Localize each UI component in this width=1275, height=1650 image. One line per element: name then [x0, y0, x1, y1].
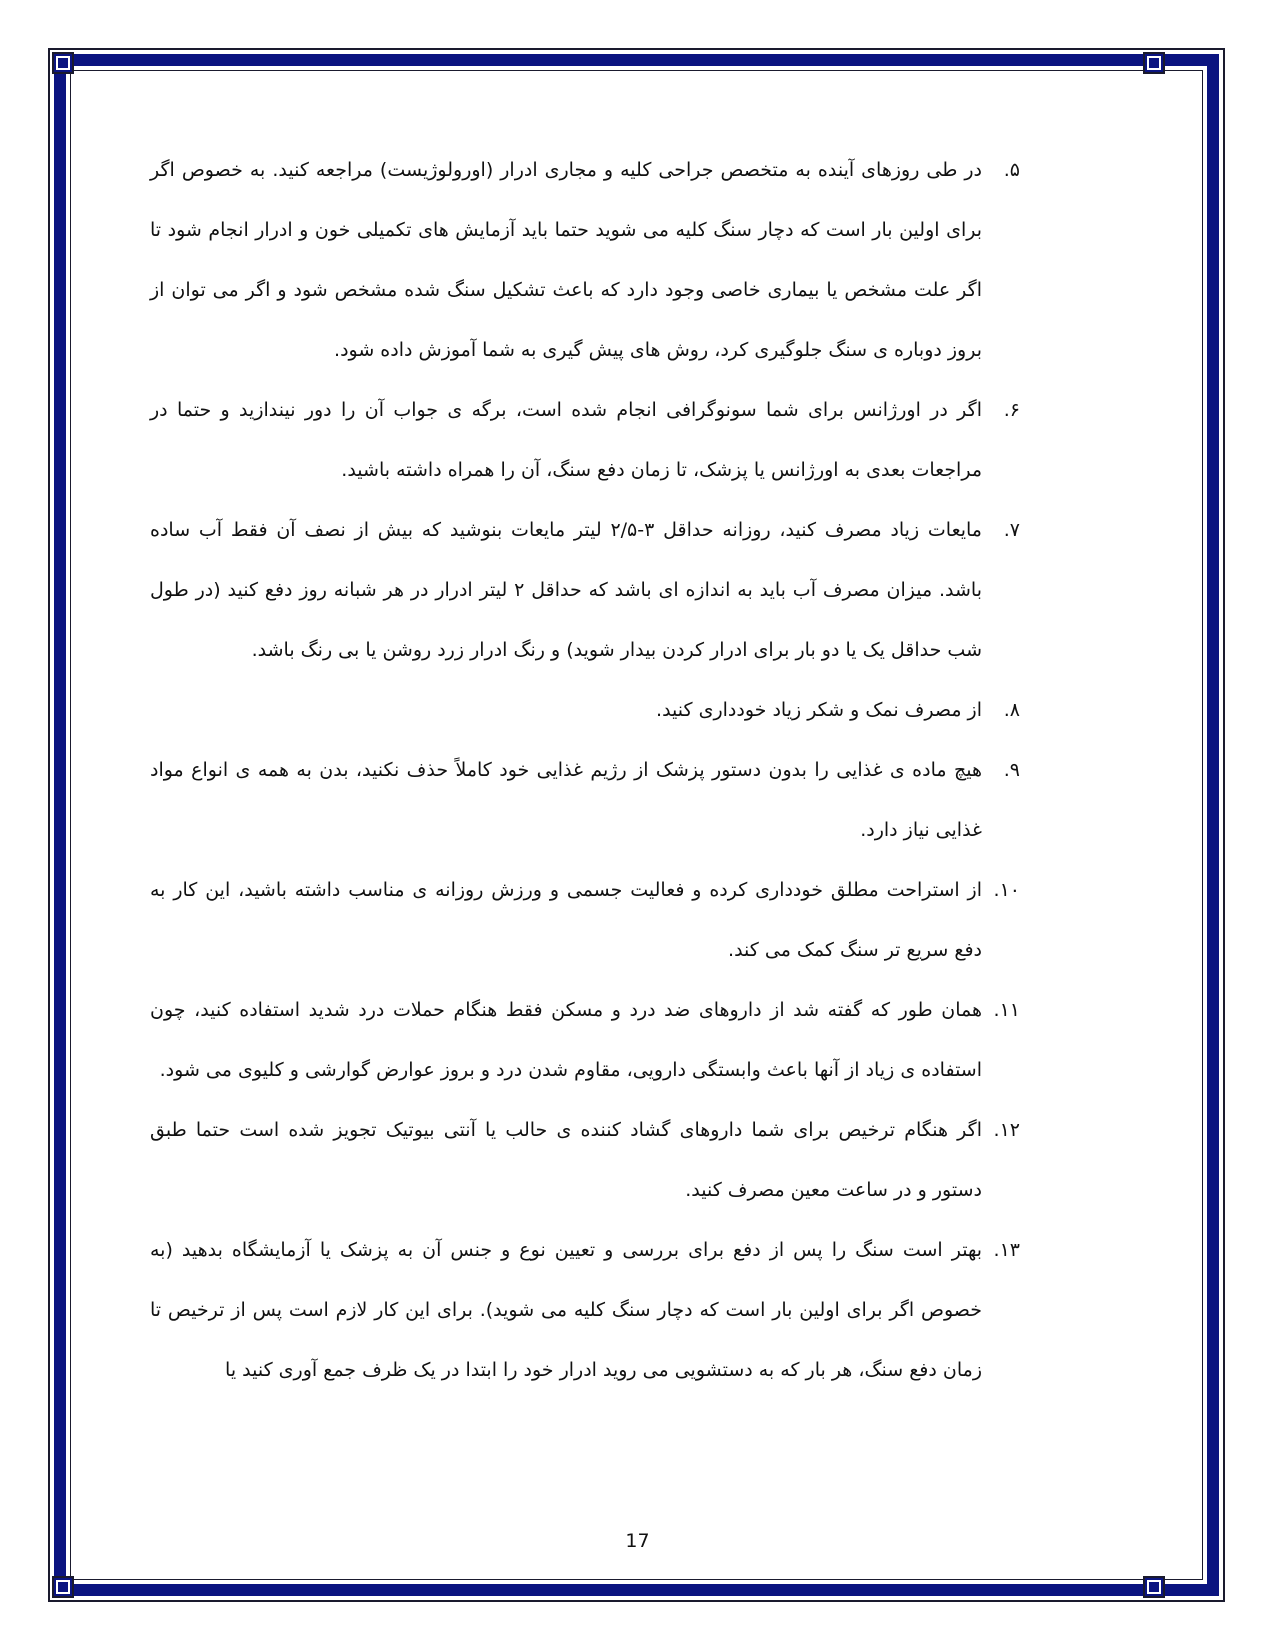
list-item-number: ۱۰. [993, 879, 1020, 901]
list-item [150, 380, 1020, 500]
list-item [150, 980, 1020, 1100]
list-item-text: از استراحت مطلق خودداری کرده و فعالیت جسمی و ورزش روزانه ی مناسب داشته باشید، این کار به دفع سریع تر سنگ کمک می کند. [150, 879, 982, 961]
list-item-number: ۱۲. [993, 1119, 1020, 1141]
corner-ornament-bottom-right [1141, 1574, 1167, 1600]
document-body [150, 140, 1020, 1400]
list-item [150, 1220, 1020, 1400]
list-item-text: اگر در اورژانس برای شما سونوگرافی انجام شده است، برگه ی جواب آن را دور نیندازید و حتما در مراجعات بعدی به اورژانس یا پزشک، تا زمان دفع سنگ، آن را همراه داشته باشید. [150, 399, 982, 481]
list-item-text: مایعات زیاد مصرف کنید، روزانه حداقل ۳-۲/۵ لیتر مایعات بنوشید که بیش از نصف آن فقط آب ساده باشد. میزان مصرف آب باید به اندازه ای باشد که حداقل ۲ لیتر ادرار در هر شبانه روز دفع کنید (در طول شب حداقل یک یا دو بار برای ادرار کردن بیدار شوید) و رنگ ادرار زرد روشن یا بی رنگ باشد. [150, 519, 982, 661]
list-item-number: ۱۱. [993, 999, 1020, 1021]
list-item-number: ۶. [1003, 399, 1020, 421]
corner-ornament-top-right [1141, 50, 1167, 76]
corner-ornament-bottom-left [50, 1574, 76, 1600]
list-item [150, 680, 1020, 740]
list-item [150, 740, 1020, 860]
list-item-number: ۷. [1003, 519, 1020, 541]
list-item-number: ۹. [1003, 759, 1020, 781]
list-item-text: اگر هنگام ترخیص برای شما داروهای گشاد کننده ی حالب یا آنتی بیوتیک تجویز شده است حتما طبق دستور و در ساعت معین مصرف کنید. [150, 1119, 982, 1201]
list-item-text: همان طور که گفته شد از داروهای ضد درد و مسکن فقط هنگام حملات درد شدید استفاده کنید، چون استفاده ی زیاد از آنها باعث وابستگی دارویی، مقاوم شدن درد و بروز عوارض گوارشی و کلیوی می شود. [150, 999, 982, 1081]
list-item-number: ۸. [1003, 699, 1020, 721]
list-item-text: از مصرف نمک و شکر زیاد خودداری کنید. [656, 699, 982, 721]
list-item [150, 1100, 1020, 1220]
list-item-text: در طی روزهای آینده به متخصص جراحی کلیه و مجاری ادرار (اورولوژیست) مراجعه کنید. به خصوص اگر برای اولین بار است که دچار سنگ کلیه می شوید حتما باید آزمایش های تکمیلی خون و ادرار انجام شود تا اگر علت مشخص یا بیماری خاصی وجود دارد که باعث تشکیل سنگ شده مشخص شود و اگر می توان از بروز دوباره ی سنگ جلوگیری کرد، روش های پیش گیری به شما آموزش داده شود. [150, 159, 982, 361]
list-item-number: ۵. [1003, 159, 1020, 181]
list-item [150, 860, 1020, 980]
list-item [150, 500, 1020, 680]
list-item-text: هیچ ماده ی غذایی را بدون دستور پزشک از رژیم غذایی خود کاملاً حذف نکنید، بدن به همه ی انواع مواد غذایی نیاز دارد. [150, 759, 982, 841]
list-item-number: ۱۳. [993, 1239, 1020, 1261]
page-number: 17 [625, 1530, 650, 1552]
list-item-text: بهتر است سنگ را پس از دفع برای بررسی و تعیین نوع و جنس آن به پزشک یا آزمایشگاه بدهید (به خصوص اگر برای اولین بار است که دچار سنگ کلیه می شوید). برای این کار لازم است پس از ترخیص تا زمان دفع سنگ، هر بار که به دستشویی می روید ادرار خود را ابتدا در یک ظرف جمع آوری کنید یا [150, 1239, 982, 1381]
list-item [150, 140, 1020, 380]
corner-ornament-top-left [50, 50, 76, 76]
